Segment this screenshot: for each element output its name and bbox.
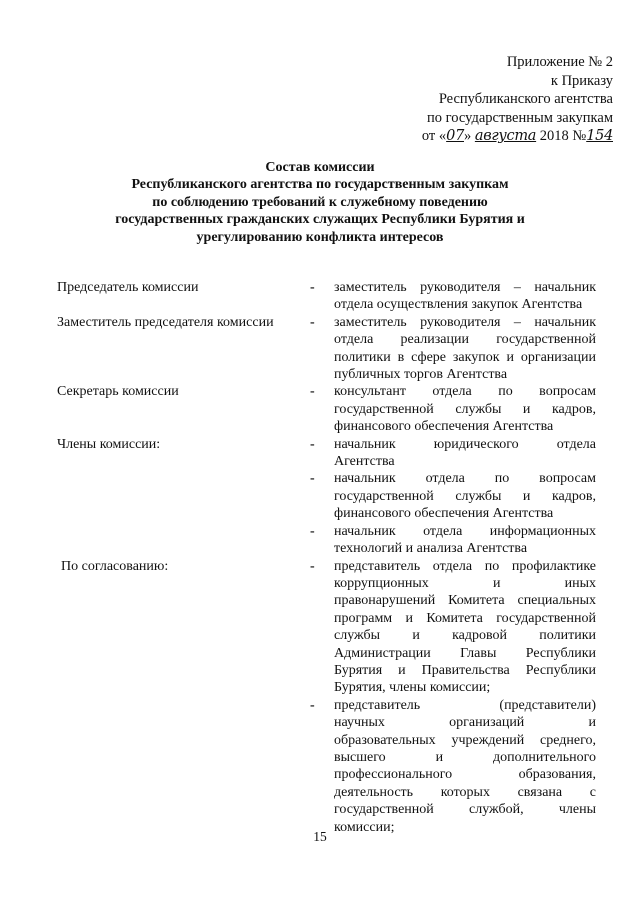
description-line: службы и кадровой политики: [334, 628, 596, 644]
appendix-order-ref: к Приказу: [550, 72, 613, 89]
title-line-2: Республиканского агентства по государственным закупкам: [131, 177, 509, 193]
list-dash: -: [310, 436, 315, 452]
document-title: [110, 159, 530, 246]
description-line: финансового обеспечения Агентства: [334, 506, 554, 522]
member-row: [0, 436, 640, 558]
description-line: научных организаций и: [334, 715, 596, 731]
member-description: [334, 470, 596, 522]
member-row: [0, 558, 640, 837]
member-role: Заместитель председателя комиссии: [57, 314, 274, 330]
description-line: начальник отдела по вопросам: [334, 471, 596, 487]
title-line-4: государственных гражданских служащих Республики Бурятия и: [115, 212, 525, 228]
member-description-item: [310, 436, 596, 471]
description-line: Бурятия, члены комиссии;: [334, 680, 491, 696]
appendix-number: Приложение № 2: [506, 54, 613, 70]
member-description: [334, 314, 596, 384]
member-role: По согласованию:: [61, 558, 169, 574]
date-month-handwritten: августа: [474, 128, 537, 145]
description-line: публичных торгов Агентства: [334, 367, 508, 383]
date-mid: »: [464, 128, 472, 145]
member-descriptions: [310, 558, 596, 837]
description-line: начальник отдела информационных: [334, 523, 596, 539]
list-dash: -: [310, 558, 315, 574]
member-row: [0, 383, 640, 435]
description-line: правонарушений Комитета специальных: [334, 593, 596, 609]
member-description-item: [310, 697, 596, 836]
description-line: заместитель руководителя – начальник: [334, 314, 596, 330]
member-description: [334, 697, 596, 836]
appendix-date-line: [313, 127, 613, 146]
member-description: [334, 383, 596, 435]
description-line: консультант отдела по вопросам: [334, 384, 596, 400]
description-line: государственной службы и кадров,: [334, 488, 596, 504]
list-dash: -: [310, 471, 315, 487]
appendix-header: [313, 53, 613, 146]
description-line: отдела реализации государственной: [334, 332, 596, 348]
description-line: образовательных учреждений среднего,: [334, 732, 596, 748]
member-descriptions: [310, 279, 596, 314]
date-prefix: от «: [421, 128, 447, 145]
member-description-item: [310, 383, 596, 435]
description-line: профессионального образования,: [334, 767, 596, 783]
member-description-item: [310, 279, 596, 314]
description-line: представитель отдела по профилактике: [334, 558, 596, 574]
description-line: Бурятия и Правительства Республики: [334, 662, 596, 678]
description-line: коррупционных и иных: [334, 575, 596, 591]
list-dash: -: [310, 314, 315, 330]
member-description: [334, 279, 596, 314]
description-line: государственной службы и кадров,: [334, 401, 596, 417]
description-line: государственной службой, члены: [334, 802, 596, 818]
member-row: [0, 314, 640, 384]
member-description-item: [310, 470, 596, 522]
member-description-item: [310, 314, 596, 384]
member-descriptions: [310, 436, 596, 558]
page-number: 15: [313, 829, 327, 844]
title-line-5: урегулированию конфликта интересов: [196, 229, 444, 245]
order-number-handwritten: 154: [586, 128, 613, 145]
description-line: представитель (представители): [334, 697, 596, 713]
member-description-item: [310, 523, 596, 558]
appendix-agency-cont: по государственным закупкам: [427, 109, 613, 126]
commission-members-list: [0, 279, 640, 836]
description-line: заместитель руководителя – начальник: [334, 280, 596, 295]
member-description-item: [310, 558, 596, 697]
number-prefix: №: [572, 128, 587, 145]
member-description: [334, 523, 596, 558]
description-line: технологий и анализа Агентства: [334, 541, 528, 557]
description-line: начальник юридического отдела: [334, 436, 596, 452]
member-role: Члены комиссии:: [57, 436, 161, 452]
list-dash: -: [310, 384, 315, 400]
description-line: Агентства: [334, 454, 395, 470]
list-dash: -: [310, 523, 315, 539]
title-line-1: Состав комиссии: [265, 160, 375, 175]
title-line-3: по соблюдению требований к служебному поведению: [152, 194, 488, 210]
date-year: 2018: [536, 128, 573, 145]
description-line: комиссии;: [334, 819, 395, 835]
member-descriptions: [310, 383, 596, 435]
description-line: финансового обеспечения Агентства: [334, 419, 554, 435]
description-line: программ и Комитета государственной: [334, 610, 596, 626]
member-descriptions: [310, 314, 596, 384]
member-role: Секретарь комиссии: [57, 384, 179, 400]
description-line: деятельность которых связана с: [334, 784, 596, 800]
date-day-handwritten: 07: [446, 128, 464, 145]
description-line: высшего и дополнительного: [334, 749, 596, 765]
member-description: [334, 558, 596, 697]
description-line: Администрации Главы Республики: [334, 645, 596, 661]
description-line: политики в сфере закупок и организации: [334, 349, 596, 365]
list-dash: -: [310, 697, 315, 713]
member-description: [334, 436, 596, 471]
list-dash: -: [310, 280, 315, 295]
member-row: [0, 279, 640, 314]
member-role: Председатель комиссии: [57, 280, 199, 295]
description-line: отдела осуществления закупок Агентства: [334, 297, 583, 313]
appendix-agency: Республиканского агентства: [438, 91, 613, 108]
